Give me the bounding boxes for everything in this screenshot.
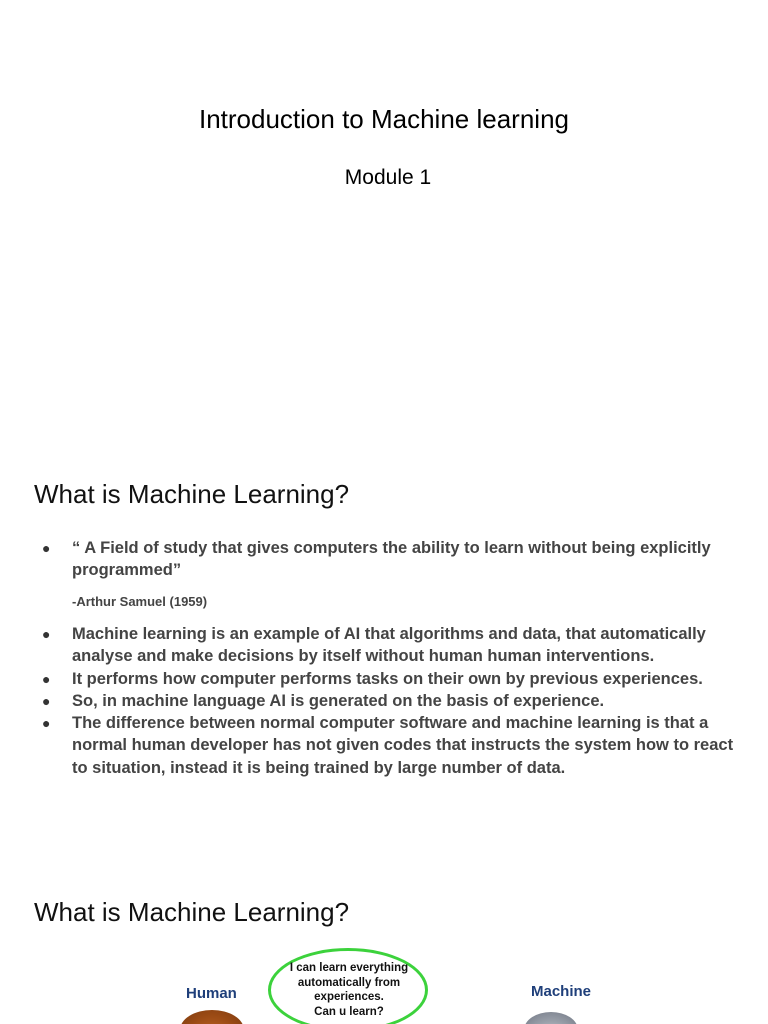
speech-bubble-text xyxy=(278,961,420,1019)
robot-head-icon xyxy=(524,1012,578,1024)
machine-label: Machine xyxy=(531,983,592,1000)
slide-title: Introduction to Machine learning xyxy=(198,104,569,134)
speech-bubble-line: experiences. xyxy=(314,991,384,1003)
human-head-icon xyxy=(180,1010,244,1024)
quote-list xyxy=(34,537,734,582)
list-item xyxy=(34,712,734,779)
quote-text: “ A Field of study that gives computers the ability to learn without being explicitly programmed” xyxy=(72,539,711,580)
bullet-list xyxy=(34,623,734,779)
bullet-dot-icon: ● xyxy=(42,715,51,732)
bullet-text: The difference between normal computer software and machine learning is that a normal human developer has not given codes that instructs the system how to react to situation, instead it is being trained by large number of data. xyxy=(72,714,734,777)
bullet-text: It performs how computer performs tasks on their own by previous experiences. xyxy=(72,669,703,688)
list-item xyxy=(34,690,734,712)
bullet-dot-icon: ● xyxy=(42,692,51,709)
speech-bubble-line: automatically from xyxy=(297,976,401,989)
section-heading: What is Machine Learning? xyxy=(34,897,350,927)
list-item xyxy=(34,623,734,668)
bullet-dot-icon: ● xyxy=(42,540,51,556)
speech-bubble-line: I can learn everything xyxy=(289,962,409,974)
quote-attribution: -Arthur Samuel (1959) xyxy=(72,594,208,609)
bullet-dot-icon: ● xyxy=(42,626,51,642)
bullet-dot-icon: ● xyxy=(42,670,51,687)
slide-subtitle: Module 1 xyxy=(344,166,432,189)
bullet-text: So, in machine language AI is generated on the basis of experience. xyxy=(72,691,605,710)
human-label: Human xyxy=(186,985,237,1002)
list-item xyxy=(34,668,734,690)
section-heading: What is Machine Learning? xyxy=(34,479,350,509)
bullet-text: Machine learning is an example of AI that algorithms and data, that automatically analyse and make decisions by itself without human human interventions. xyxy=(72,625,706,666)
speech-bubble-line: Can u learn? xyxy=(314,1005,384,1018)
list-item xyxy=(34,537,734,582)
